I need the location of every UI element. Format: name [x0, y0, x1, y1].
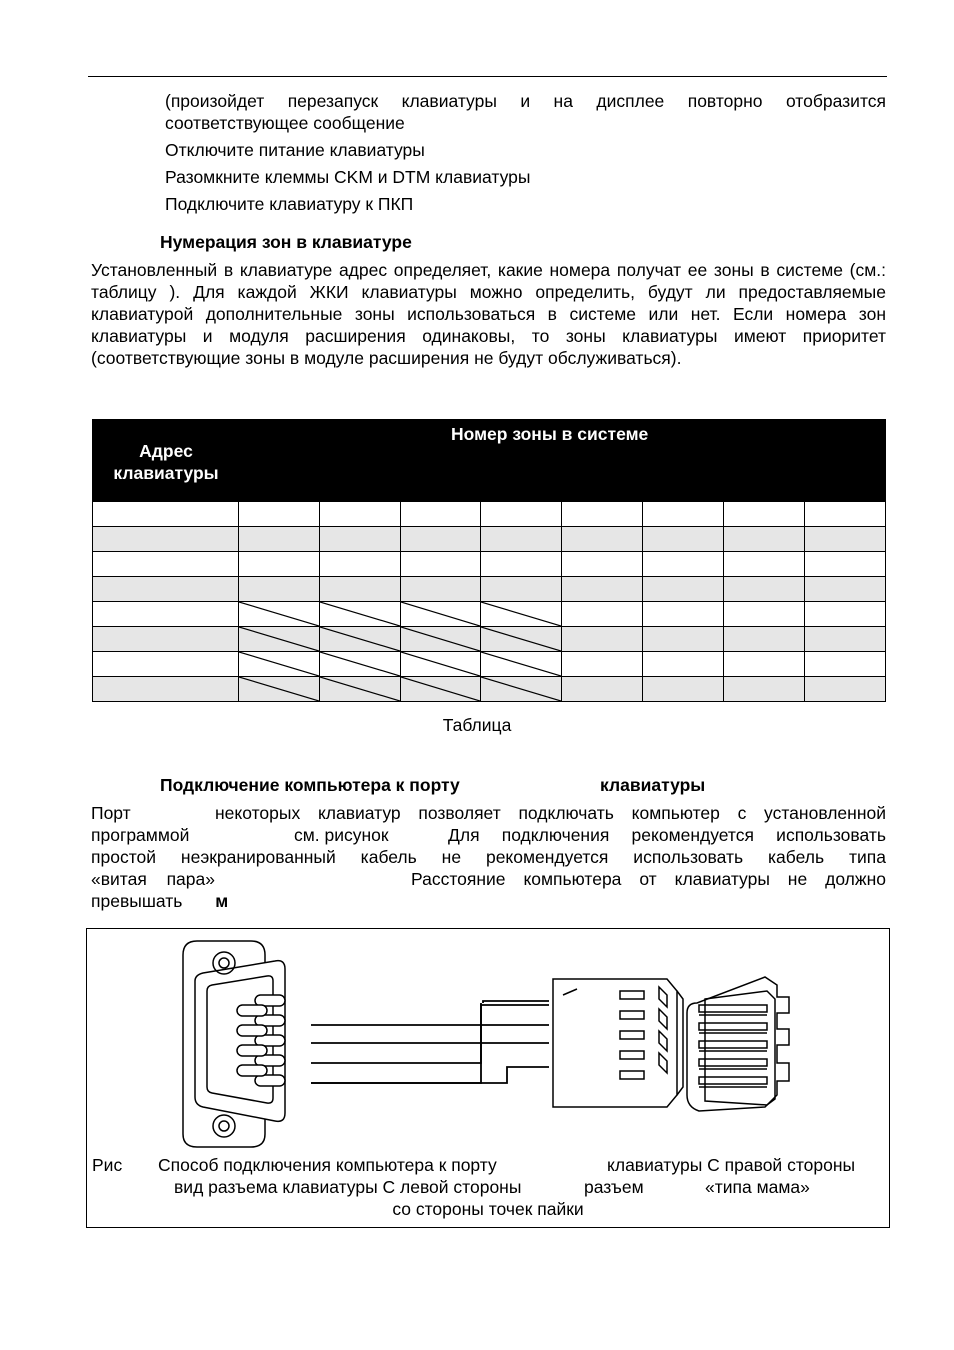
paragraph-line-part: Для подключения рекомендуется использовать [448, 825, 886, 845]
crossed-cell [320, 602, 401, 627]
figure-caption-part: клавиатуры С правой стороны [607, 1155, 856, 1175]
paragraph-line [91, 802, 886, 824]
crossed-cell [239, 627, 320, 652]
section-heading-pc-port-part2: клавиатуры [600, 775, 706, 795]
paragraph-line-part: превышать [91, 891, 183, 911]
header-zone-number: Номер зоны в системе [451, 424, 649, 444]
table-caption: Таблица [442, 715, 512, 735]
paragraph-line-part: программой [91, 825, 190, 845]
keypad-socket [553, 979, 683, 1107]
crossed-cell [481, 652, 562, 677]
crossed-cell [401, 652, 481, 677]
figure-box [86, 928, 890, 1228]
table-header-row [93, 420, 886, 502]
paragraph-line-part: см. рисунок [294, 825, 389, 845]
figure-label: Рис [92, 1155, 123, 1175]
step-3: Разомкните клеммы CKM и DTM клавиатуры [165, 167, 531, 187]
paragraph-line-part: Порт [91, 803, 131, 823]
paragraph-line-part: некоторых клавиатур позволяет подключать компьютер с установленной [215, 803, 886, 823]
header-keypad-address: Адрес клавиатуры [113, 441, 219, 483]
step-4: Подключите клавиатуру к ПКП [165, 194, 414, 214]
crossed-cell [239, 602, 320, 627]
zone-numbering-paragraph: Установленный в клавиатуре адрес определяет, какие номера получат ее зоны в системе (см.: таблицу ). Для каждой ЖКИ клавиатуры можно определить, будут ли предоставляемые клавиатурой дополнительные зоны использоваться в системе или нет. Если номера зон клавиатуры и модуля расширения одинаковы, то зоны клавиатуры имеют приоритет (соответствующие зоны в модуле расширения не будут обслуживаться). [91, 260, 886, 368]
section-heading-pc-port-part1: Подключение компьютера к порту [160, 775, 460, 795]
top-rule [88, 76, 887, 77]
section-heading-zone-numbering: Нумерация зон в клавиатуре [160, 232, 412, 252]
step-1: (произойдет перезапуск клавиатуры и на дисплее повторно отобразится соответствующее сообщение [165, 91, 886, 133]
figure-caption-part: «типа мама» [705, 1177, 810, 1197]
paragraph-line-part: Расстояние компьютера от клавиатуры не должно [411, 869, 886, 889]
female-plug [687, 977, 789, 1111]
paragraph-line [91, 890, 886, 912]
paragraph-line-part: «витая пара» [91, 869, 215, 889]
crossed-cell [239, 652, 320, 677]
instruction-steps [165, 90, 886, 220]
figure-caption-part: вид разъема клавиатуры С левой стороны [174, 1177, 522, 1197]
table-row [93, 627, 886, 652]
crossed-cell [401, 677, 481, 702]
step-2: Отключите питание клавиатуры [165, 140, 425, 160]
crossed-cell [320, 627, 401, 652]
figure-caption-part: со стороны точек пайки [392, 1199, 584, 1219]
figure-caption-part: Способ подключения компьютера к порту [158, 1155, 497, 1175]
table-row [93, 602, 886, 627]
crossed-cell [481, 627, 562, 652]
table-row [93, 527, 886, 552]
zone-number-table [92, 419, 886, 702]
crossed-cell [481, 602, 562, 627]
crossed-cell [401, 602, 481, 627]
paragraph-line: простой неэкранированный кабель не рекомендуется использовать кабель типа [91, 847, 886, 867]
crossed-cell [401, 627, 481, 652]
crossed-cell [320, 677, 401, 702]
figure-caption-part: разъем [584, 1177, 644, 1197]
cable-wires [311, 1001, 549, 1083]
crossed-cell [320, 652, 401, 677]
table-row [93, 652, 886, 677]
db9-connector [183, 941, 285, 1147]
paragraph-line-part: м [215, 891, 229, 911]
table-row [93, 577, 886, 602]
table-row [93, 502, 886, 527]
table-row [93, 677, 886, 702]
crossed-cell [481, 677, 562, 702]
crossed-cell [239, 677, 320, 702]
table-row [93, 552, 886, 577]
